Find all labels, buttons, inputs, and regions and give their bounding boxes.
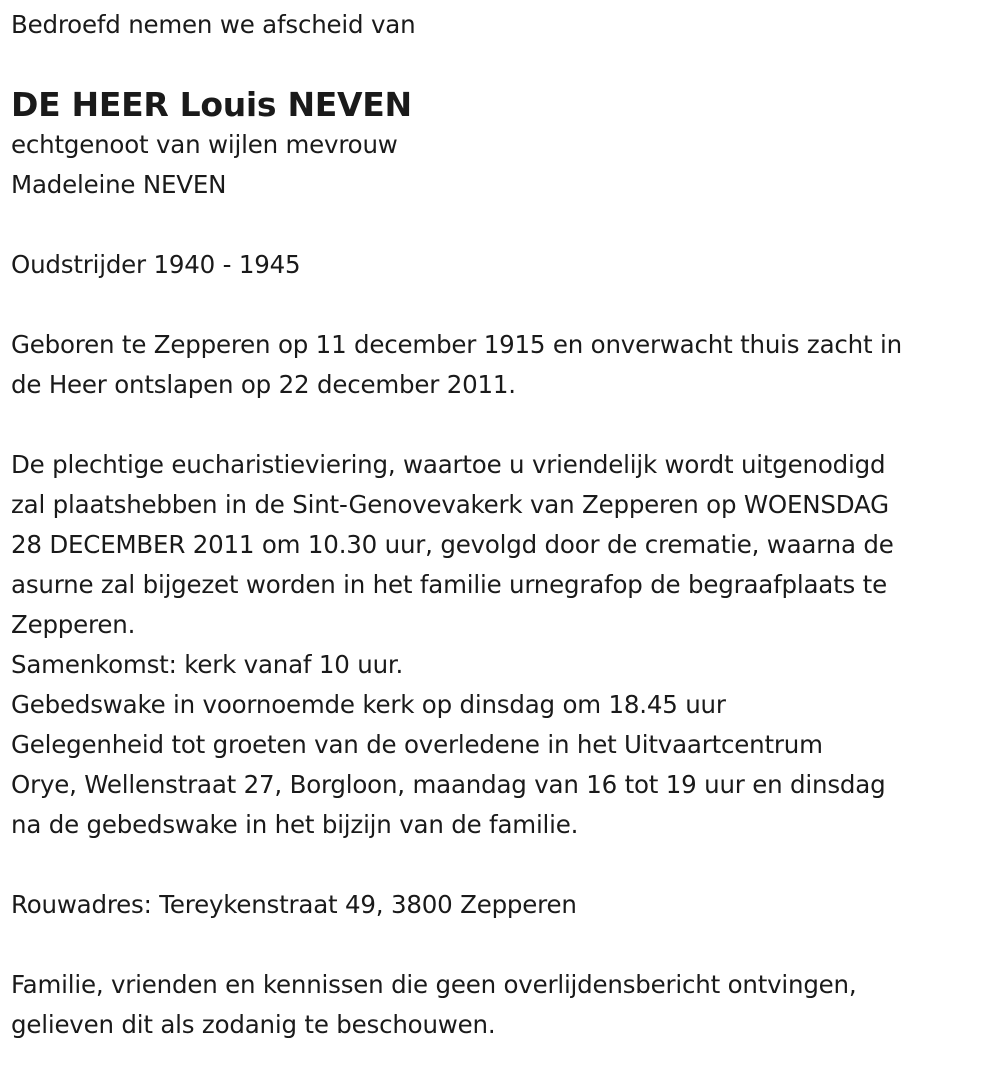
service-line: zal plaatshebben in de Sint-Genovevakerk van Zepperen op WOENSDAG xyxy=(11,490,889,519)
service-line: na de gebedswake in het bijzijn van de familie. xyxy=(11,810,579,839)
birth-line: Geboren te Zepperen op 11 december 1915 en onverwacht thuis zacht in xyxy=(11,330,902,359)
spacer xyxy=(11,925,996,965)
closing-paragraph xyxy=(11,965,996,1045)
intro-text: Bedroefd nemen we afscheid van xyxy=(11,10,416,39)
death-notice xyxy=(11,0,996,1045)
service-line: Samenkomst: kerk vanaf 10 uur. xyxy=(11,650,404,679)
mourning-address: Rouwadres: Tereykenstraat 49, 3800 Zepperen xyxy=(11,890,577,919)
service-line: 28 DECEMBER 2011 om 10.30 uur, gevolgd door de crematie, waarna de xyxy=(11,530,894,559)
spacer xyxy=(11,405,996,445)
veteran-text: Oudstrijder 1940 - 1945 xyxy=(11,250,301,279)
birth-paragraph xyxy=(11,325,996,405)
service-line: asurne zal bijgezet worden in het familie urnegrafop de begraafplaats te xyxy=(11,570,887,599)
service-line: De plechtige eucharistieviering, waartoe u vriendelijk wordt uitgenodigd xyxy=(11,450,886,479)
spacer xyxy=(11,845,996,885)
birth-line: de Heer ontslapen op 22 december 2011. xyxy=(11,370,516,399)
spacer xyxy=(11,285,996,325)
spacer xyxy=(11,205,996,245)
service-paragraph xyxy=(11,445,996,845)
deceased-name: DE HEER Louis NEVEN xyxy=(11,85,412,124)
service-line: Gelegenheid tot groeten van de overledene in het Uitvaartcentrum xyxy=(11,730,823,759)
spouse-line-2: Madeleine NEVEN xyxy=(11,170,227,199)
service-line: Gebedswake in voornoemde kerk op dinsdag om 18.45 uur xyxy=(11,690,726,719)
spouse-line-1: echtgenoot van wijlen mevrouw xyxy=(11,130,398,159)
service-line: Zepperen. xyxy=(11,610,136,639)
closing-line: Familie, vrienden en kennissen die geen overlijdensbericht ontvingen, xyxy=(11,970,857,999)
closing-line: gelieven dit als zodanig te beschouwen. xyxy=(11,1010,496,1039)
service-line: Orye, Wellenstraat 27, Borgloon, maandag van 16 tot 19 uur en dinsdag xyxy=(11,770,886,799)
